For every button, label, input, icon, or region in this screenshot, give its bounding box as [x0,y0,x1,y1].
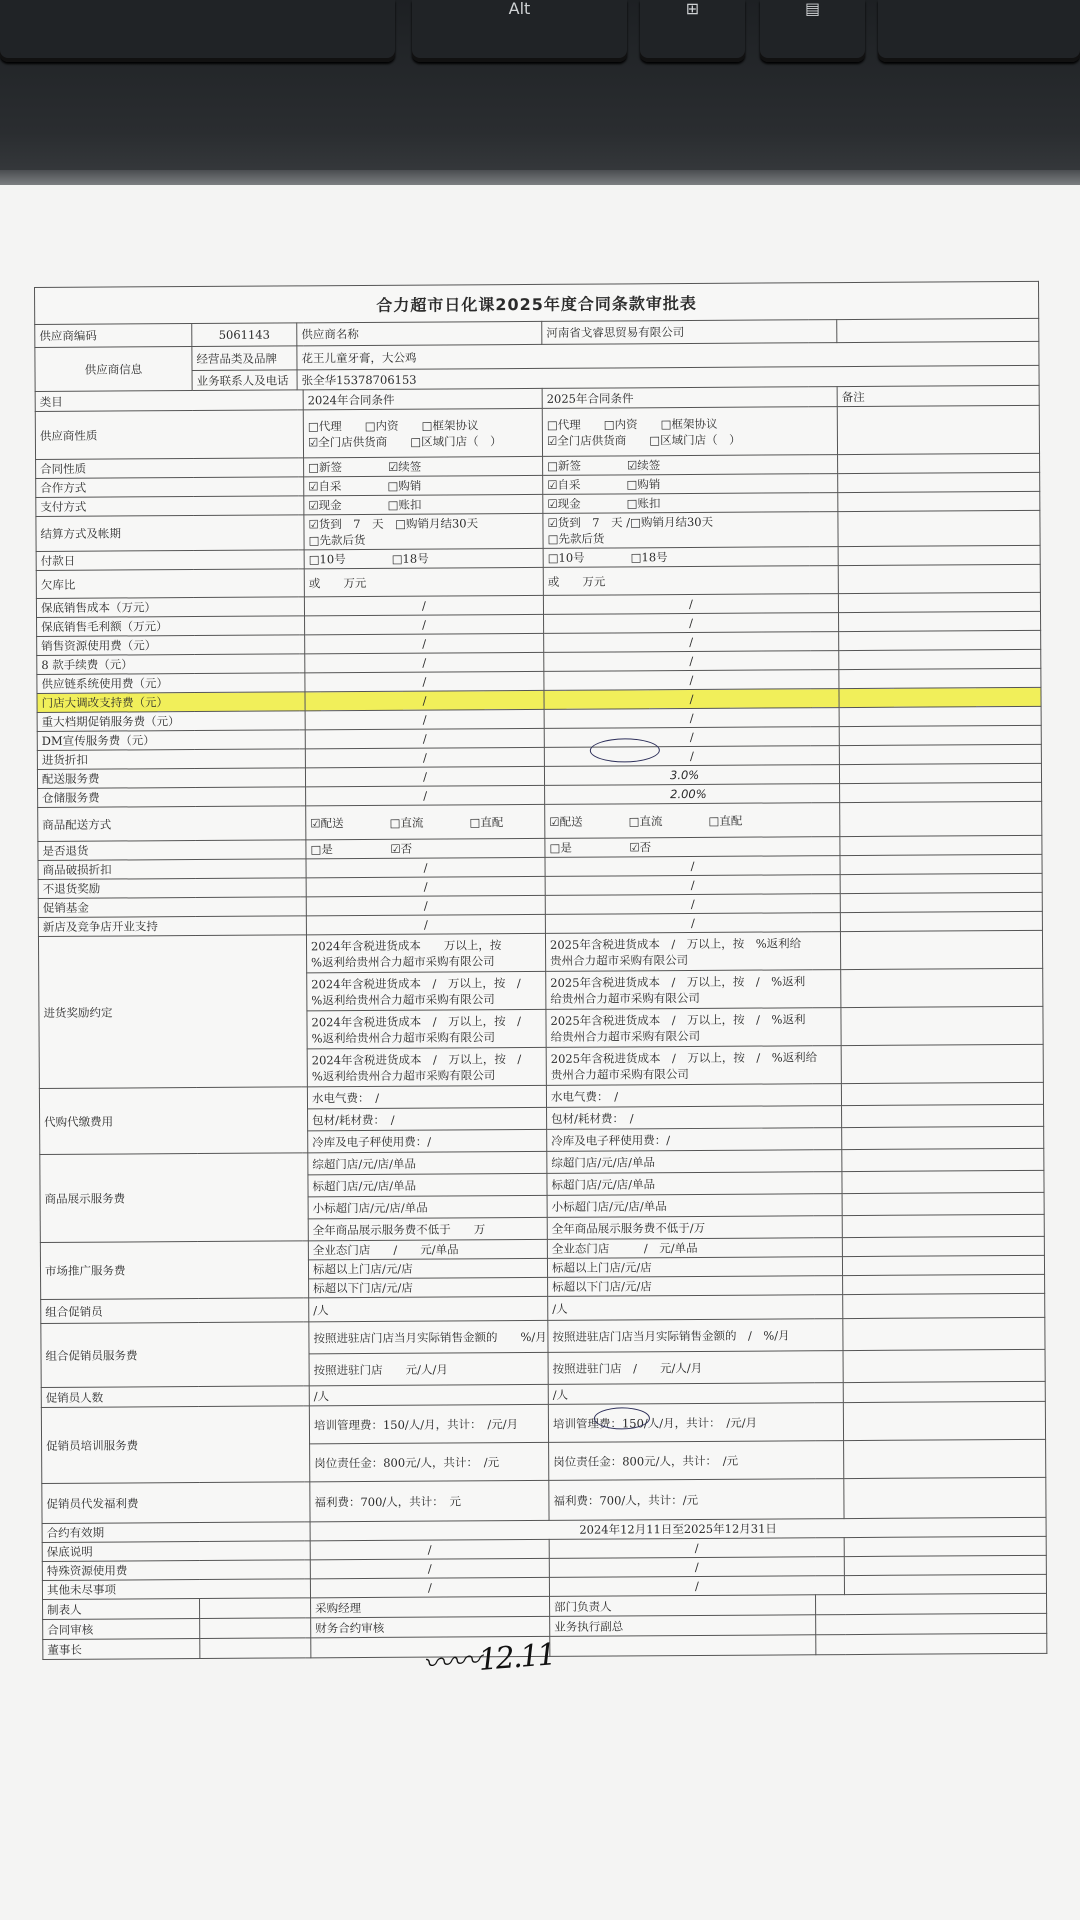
table-cell: 标超门店/元/店/单品 [547,1172,842,1196]
empty-cell [839,630,1041,650]
misc-row-label: 促销基金 [38,897,306,918]
empty-cell [838,592,1040,612]
settle-2024-line2: □先款后货 [308,532,366,548]
empty-cell [307,971,546,1010]
empty-cell [840,782,1042,802]
fee-row-label: DM宣传服务费（元） [37,730,305,751]
table-cell: / [544,727,839,748]
table-cell: / [545,913,840,934]
empty-cell [843,1293,1045,1318]
table-cell: 福利费：700/人，共计：/元 [549,1479,844,1521]
empty-cell [840,835,1042,855]
table-cell: / [305,633,544,653]
pay-method-2024: ☑现金 □账扣 [304,494,543,514]
delivery-fee-label: 配送服务费 [37,768,305,789]
fee-row-label: 保底销售毛利额（万元） [37,616,305,637]
cell-line: 2025年含税进货成本 / 万以上，按 %返利给 [549,935,802,952]
buyer-manager-label: 采购经理 [311,1596,550,1617]
table-cell: / [549,1557,844,1578]
table-cell: / [545,856,840,877]
table-cell: 综超门店/元/店/单品 [547,1150,842,1174]
empty-cell [542,407,837,457]
empty-cell [840,873,1042,893]
table-cell: 综超门店/元/店/单品 [308,1151,547,1174]
empty-cell [837,405,1039,454]
cell-line: %返利给贵州合力超市采购有限公司 [311,1029,496,1045]
empty-cell [839,687,1041,707]
promoter-count-label: 促销员人数 [41,1386,309,1408]
biz-exec-label: 业务执行副总 [550,1615,816,1637]
table-cell: 全年商品展示服务费不低于 万 [308,1217,547,1240]
nature-2024-line2: ☑全门店供货商 □区域门店（ ） [307,433,502,449]
table-cell: / [544,651,839,672]
table-cell: /人 [548,1295,843,1321]
table-cell: 标超以下门店/元/店 [548,1276,843,1297]
empty-cell [838,472,1040,492]
coop-2025: ☑自采 □购销 [543,474,838,495]
empty-cell [840,930,1042,969]
empty-cell [842,1126,1044,1149]
fee-row-label: 重大档期促销服务费（元） [37,711,305,732]
table-cell: 福利费：700/人，共计： 元 [310,1480,549,1521]
contact-label: 业务联系人及电话 [192,370,297,391]
table-cell: 按照进驻店门店当月实际销售金额的 %/月 [309,1320,548,1353]
table-cell: 标超以下门店/元/店 [309,1277,548,1297]
table-cell: / [306,857,545,877]
empty-cell [839,763,1041,783]
table-cell: / [545,894,840,915]
windows-icon: ⊞ [685,0,700,18]
table-cell: / [310,1577,549,1597]
table-cell: / [310,1539,549,1559]
empty-cell [844,1536,1046,1556]
settle-2025-line2: □先款后货 [547,531,605,546]
other-items-label: 其他未尽事项 [42,1579,310,1600]
table-cell: / [306,914,545,934]
supplier-name: 河南省戈睿思贸易有限公司 [542,320,837,345]
table-cell: 全业态门店 / 元/单品 [547,1238,842,1259]
cell-line: %返利给贵州合力超市采购有限公司 [311,1067,496,1083]
contact-value: 张全华15378706153 [297,365,1039,390]
empty-cell [844,1555,1046,1575]
contract-nature-2025: □新签 ☑续签 [543,455,838,476]
supplier-code-label: 供应商编码 [35,324,192,348]
table-cell: / [305,671,544,691]
contract-approval-table [34,281,1047,1660]
table-cell: 按照进驻店门店当月实际销售金额的 / %/月 [548,1319,843,1353]
empty-cell [839,668,1041,688]
nature-2025-line2: ☑全门店供货商 □区域门店（ ） [546,432,741,448]
returnable-2024: □是 ☑否 [306,838,545,858]
empty-cell [840,854,1042,874]
remark-header: 备注 [837,385,1039,406]
returnable-label: 是否退货 [38,840,306,861]
guarantee-label: 保底说明 [42,1541,310,1562]
table-cell: / [549,1576,844,1597]
key-right [878,0,1080,62]
storage-fee-2025: 2.00% [545,784,840,805]
table-cell: / [549,1538,844,1559]
table-cell: / [305,747,544,767]
cell-line: 贵州合力超市采购有限公司 [550,952,689,968]
dist-mode-2024: ☑配送 □直流 □直配 [306,804,545,839]
empty-cell [838,453,1040,473]
empty-cell [841,1006,1043,1045]
cell-line: 给贵州合力超市采购有限公司 [550,1028,701,1044]
empty-cell [842,1170,1044,1193]
contract-review-label: 合同审核 [43,1619,200,1640]
contract-nature-2024: □新签 ☑续签 [304,456,543,476]
table-cell: / [305,614,544,634]
empty-cell [200,1598,311,1619]
promo-fee-label: 市场推广服务费 [40,1241,308,1300]
table-cell: /人 [548,1383,843,1405]
cell-line: 2024年含税进货成本 / 万以上，按 / [311,975,521,991]
empty-cell [842,1192,1044,1215]
cell-line: %返利给贵州合力超市采购有限公司 [311,991,495,1007]
cell-line: 2024年含税进货成本 / 万以上，按 / [311,1051,522,1067]
table-cell: 包材/耗材费： / [547,1106,842,1130]
empty-cell [545,932,840,972]
dist-mode-2025: ☑配送 □直流 □直配 [545,803,840,839]
cell-line: 贵州合力超市采购有限公司 [550,1066,689,1082]
table-cell: 冷库及电子秤使用费：/ [308,1129,547,1152]
empty-cell [841,968,1043,1007]
empty-cell [842,1255,1044,1275]
brand-value: 花王儿童牙膏，大公鸡 [297,341,1039,370]
empty-cell [843,1401,1045,1440]
empty-cell [304,513,543,549]
nature-2024-line1: □代理 □内资 □框架协议 [307,417,479,433]
table-cell: / [305,709,544,729]
category-label: 类目 [35,390,303,412]
proxy-fee-label: 代购代缴费用 [39,1087,307,1155]
coop-label: 合作方式 [36,477,304,498]
empty-cell [546,1008,841,1048]
empty-cell [842,1236,1044,1256]
empty-cell [546,970,841,1010]
org-promoter-fee-label: 组合促销员服务费 [41,1322,309,1388]
empty-cell [546,1046,841,1086]
supplier-code: 5061143 [192,323,297,347]
empty-cell [543,512,838,549]
empty-cell [840,911,1042,931]
form-title: 合力超市日化课2025年度合同条款审批表 [35,281,1039,324]
keyboard [0,0,1080,190]
fee-row-label: 8 款手续费（元） [37,654,305,675]
text: Alt [508,0,531,18]
table-cell: 全年商品展示服务费不低于/万 [547,1216,842,1240]
table-cell: / [305,652,544,672]
table-cell: 水电气费： / [546,1084,841,1108]
validity-label: 合约有效期 [42,1522,310,1543]
pay-method-label: 支付方式 [36,496,304,517]
empty-cell [839,706,1041,726]
supplier-info-label: 供应商信息 [35,347,192,392]
approval-form [34,281,1047,1727]
empty-cell [839,744,1041,764]
table-cell: / [310,1558,549,1578]
empty-cell [842,1148,1044,1171]
empty-cell [838,510,1040,546]
key-windows [640,0,745,62]
supplier-name-label: 供应商名称 [297,321,542,345]
fee-row-label: 供应链系统使用费（元） [37,673,305,694]
table-cell: 小标超门店/元/店/单品 [547,1194,842,1218]
table-cell: 全业态门店 / 元/单品 [308,1239,547,1259]
table-cell: / [544,613,839,634]
empty-cell [843,1381,1045,1402]
cell-line: 2024年含税进货成本 / 万以上，按 / [311,1013,522,1029]
debt-ratio-label: 欠库比 [36,569,304,599]
menu-icon: ▤ [804,0,821,18]
table-cell: / [544,689,839,710]
empty-cell [843,1274,1045,1294]
empty-cell [200,1618,311,1639]
table-cell: / [544,708,839,729]
contract-nature-label: 合同性质 [36,458,304,479]
empty-cell [840,801,1042,836]
key-alt [412,0,627,62]
training-label: 促销员培训服务费 [41,1406,309,1484]
empty-cell [306,933,545,972]
table-cell: 按照进驻门店 元/人/月 [309,1352,548,1385]
table-cell: 标超门店/元/店/单品 [308,1173,547,1196]
empty-cell [550,1635,816,1657]
settle-2024-line1: ☑货到 7 天 □购销月结30天 [308,516,479,532]
empty-cell [307,1047,546,1086]
dept-head-label: 部门负责人 [550,1595,816,1617]
delivery-fee-2025: 3.0% [544,765,839,786]
empty-cell [842,1104,1044,1127]
empty-cell [839,649,1041,669]
cell-line: 2024年含税进货成本 万以上，按 [310,937,502,953]
table-cell: 冷库及电子秤使用费：/ [547,1128,842,1152]
text: 12.11 [477,1637,556,1678]
table-cell: / [544,746,839,767]
empty-cell [844,1477,1046,1518]
dist-mode-label: 商品配送方式 [38,806,306,842]
table-cell: / [306,895,545,915]
key-menu [760,0,865,62]
org-promoter-label: 组合促销员 [41,1298,309,1324]
table-cell: / [306,876,545,896]
table-cell: 培训管理费：150/人/月，共计： /元/月 [309,1404,548,1443]
table-cell: 培训管理费：150/人/月，共计： /元/月 [548,1403,843,1443]
display-fee-label: 商品展示服务费 [40,1153,309,1243]
table-cell: / [543,594,838,615]
table-cell: 标超以上门店/元/店 [308,1258,547,1278]
storage-fee-label: 仓储服务费 [38,787,306,808]
table-cell: 水电气费： / [307,1085,546,1108]
table-cell: / [305,690,544,710]
table-cell: 小标超门店/元/店/单品 [308,1195,547,1218]
empty-cell [303,408,542,457]
rebate-label: 进货奖励约定 [38,935,307,1089]
empty-cell [841,1044,1043,1083]
table-cell: / [305,728,544,748]
empty-cell [816,1593,1047,1614]
col-2024-header: 2024年合同条件 [303,388,542,409]
empty-cell [844,1439,1046,1478]
payday-2025: □10号 □18号 [543,547,838,568]
pay-method-2025: ☑现金 □账扣 [543,493,838,514]
chairman-label: 董事长 [43,1639,200,1660]
validity-value: 2024年12月11日至2025年12月31日 [310,1517,1046,1540]
misc-row-label: 新店及竞争店开业支持 [38,916,306,937]
empty-cell [307,1009,546,1048]
returnable-2025: □是 ☑否 [545,837,840,858]
empty-cell [837,318,1039,342]
cell-line: 给贵州合力超市采购有限公司 [550,990,700,1006]
table-cell: 按照进驻门店 / 元/人/月 [548,1351,843,1385]
empty-cell [816,1633,1047,1654]
table-cell: / [545,875,840,896]
payday-2024: □10号 □18号 [304,548,543,568]
table-cell: /人 [309,1384,548,1405]
supplier-nature-label: 供应商性质 [35,410,303,460]
debt-ratio-2025: 或 万元 [543,566,838,596]
settle-label: 结算方式及帐期 [36,515,304,552]
highlighted-row-label: 门店大调改支持费（元） [37,692,305,713]
empty-cell [838,545,1040,565]
special-fee-label: 特殊资源使用费 [42,1560,310,1581]
welfare-label: 促销员代发福利费 [42,1482,310,1524]
table-cell: / [305,766,544,786]
misc-row-label: 不退货奖励 [38,878,306,899]
table-cell: / [304,595,543,615]
cell-line: 2025年含税进货成本 / 万以上，按 / %返利给 [550,1049,818,1066]
table-cell: 标超以上门店/元/店 [547,1257,842,1278]
misc-row-label: 商品破损折扣 [38,859,306,880]
empty-cell [841,1082,1043,1105]
fee-row-label: 销售资源使用费（元） [37,635,305,656]
empty-cell [844,1574,1046,1594]
table-cell: 岗位责任金：800元/人，共计： /元 [310,1442,549,1481]
nature-2025-line1: □代理 □内资 □框架协议 [546,416,718,432]
coop-2024: ☑自采 □购销 [304,475,543,495]
empty-cell [200,1638,311,1659]
finance-review-label: 财务合约审核 [311,1616,550,1637]
table-cell: 包材/耗材费： / [308,1107,547,1130]
col-2025-header: 2025年合同条件 [542,387,837,409]
table-cell: /人 [309,1296,548,1321]
empty-cell [816,1613,1047,1634]
empty-cell [838,491,1040,511]
table-cell: / [544,632,839,653]
settle-2025-line1: ☑货到 7 天 /□购销月结30天 [547,514,714,530]
cell-line: 2025年含税进货成本 / 万以上，按 / %返利 [550,1011,806,1028]
empty-cell [843,1317,1045,1350]
table-cell: 岗位责任金：800元/人，共计： /元 [549,1441,844,1481]
empty-cell [838,564,1040,593]
empty-cell [842,1214,1044,1237]
handwritten-signature: 〰〰12.11 [421,1637,556,1683]
key-left [0,0,395,62]
table-cell: / [544,670,839,691]
table-cell: / [306,785,545,805]
empty-cell [839,725,1041,745]
empty-cell [843,1349,1045,1382]
debt-ratio-2024: 或 万元 [304,567,543,596]
payday-label: 付款日 [36,550,304,571]
empty-cell [839,611,1041,631]
cell-line: %返利给贵州合力超市采购有限公司 [311,953,495,969]
brand-label: 经营品类及品牌 [192,346,297,371]
fee-row-label: 进货折扣 [37,749,305,770]
fee-row-label: 保底销售成本（万元） [36,597,304,618]
maker-label: 制表人 [43,1599,200,1620]
empty-cell [840,892,1042,912]
cell-line: 2025年含税进货成本 / 万以上，按 / %返利 [550,973,806,990]
